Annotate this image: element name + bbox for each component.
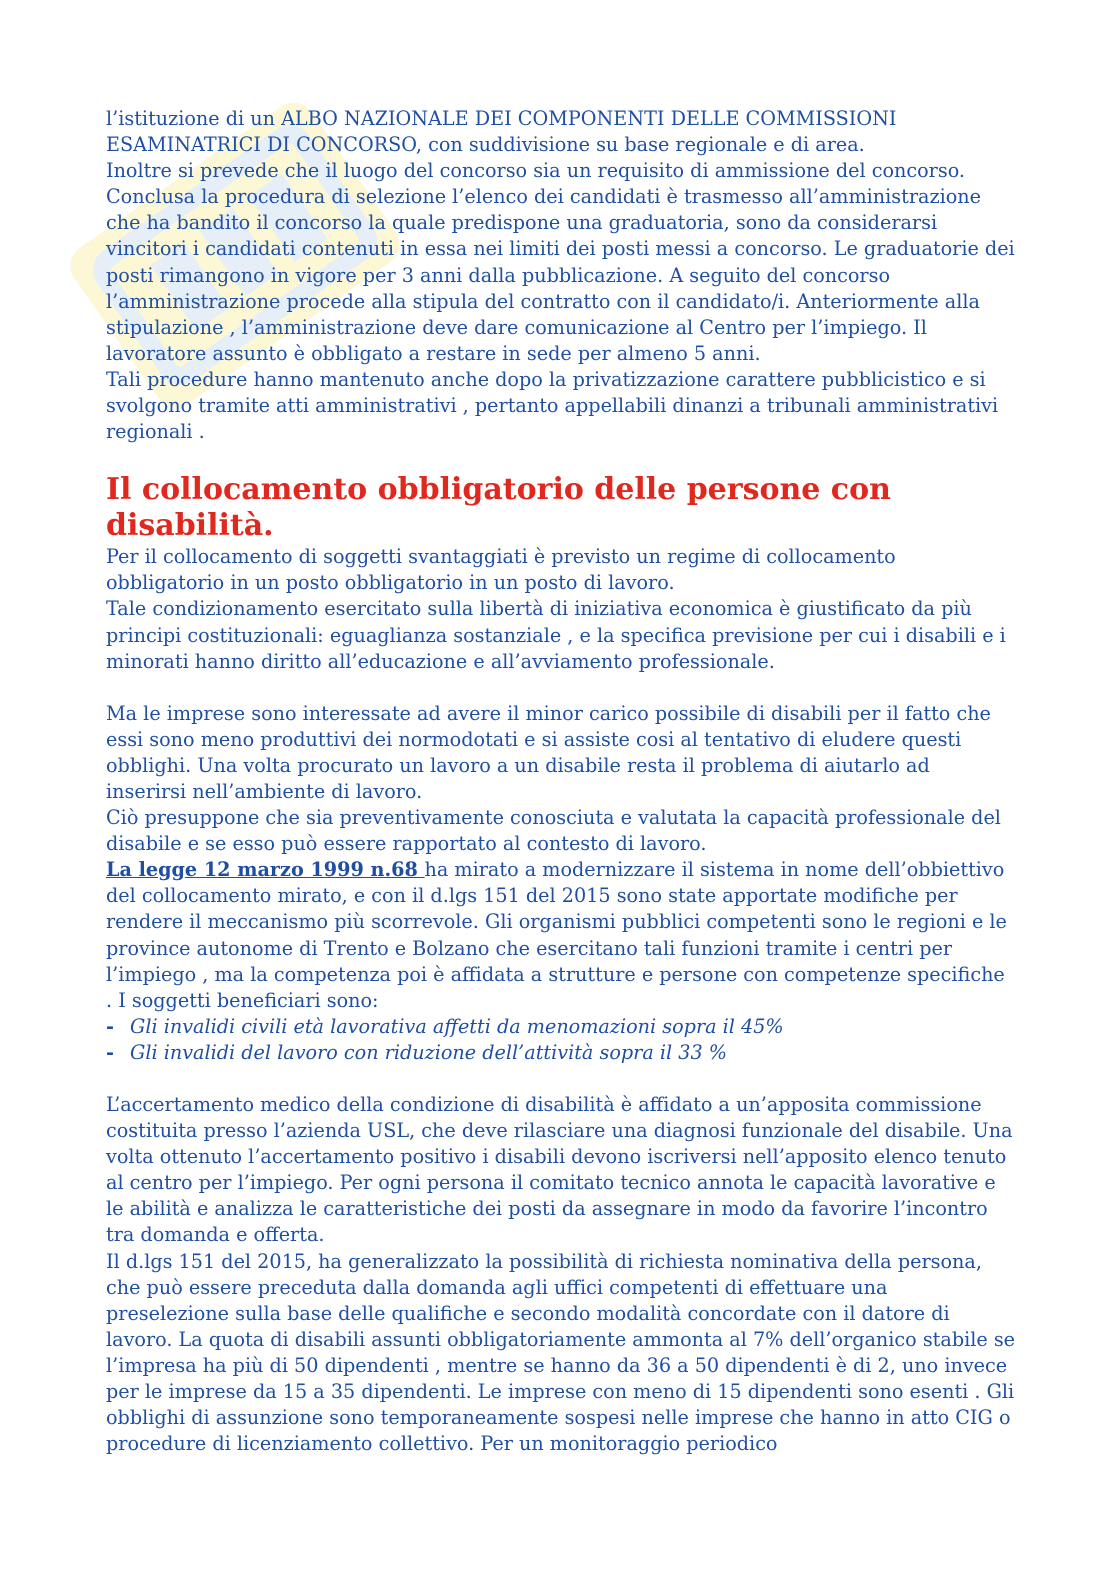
bullet-text: Gli invalidi civili età lavorativa affetti da menomazioni sopra il 45% — [130, 1014, 784, 1038]
paragraph-spacer — [106, 1066, 1016, 1092]
bullet-dash: - — [106, 1014, 114, 1038]
list-item — [106, 1040, 1016, 1066]
paragraph-capacita: Ciò presuppone che sia preventivamente conosciuta e valutata la capacità professionale del disabile e se esso può essere rapportato al contesto di lavoro. — [106, 806, 1001, 856]
paragraph-legge — [106, 857, 1016, 1014]
bullet-text: Gli invalidi del lavoro con riduzione dell’attività sopra il 33 % — [130, 1040, 727, 1064]
list-item — [106, 1014, 1016, 1040]
paragraph-albo-line1: l’istituzione di un ALBO NAZIONALE DEI COMPONENTI DELLE COMMISSIONI — [106, 107, 897, 130]
section-heading: Il collocamento obbligatorio delle persone con disabilità. — [106, 472, 891, 544]
paragraph-legge-text: ha mirato a modernizzare il sistema in nome dell’obbiettivo del collocamento mirato, e con il d.lgs 151 del 2015 sono state apportate modifiche per rendere il meccanismo più scorrevole. Gli organismi pubblici competenti sono le regioni e le province autonome di Trento e Bolzano che esercitano tali funzioni tramite i centri per l’impiego , ma la competenza poi è affidata a strutture e persone con competenze specifiche . I soggetti beneficiari sono: — [106, 858, 1007, 1012]
paragraph-imprese: Ma le imprese sono interessate ad avere il minor carico possibile di disabili per il fatto che essi sono meno produttivi dei normodotati e si assiste cosi al tentativo di eludere questi obblighi. Una volta procurato un lavoro a un disabile resta il problema di aiutarlo ad inserirsi nell’ambiente di lavoro. — [106, 701, 991, 803]
paragraph-procedure: Tali procedure hanno mantenuto anche dopo la privatizzazione carattere pubblicistico e si svolgono tramite atti amministrativi , pertanto appellabili dinanzi a tribunali amministrativi regionali . — [106, 367, 999, 444]
document-body — [106, 106, 1016, 1457]
paragraph-dlgs: Il d.lgs 151 del 2015, ha generalizzato la possibilità di richiesta nominativa della persona, che può essere preceduta dalla domanda agli uffici competenti di effettuare una preselezione sulla base delle qualifiche e secondo modalità concordate con il datore di lavoro. La quota di disabili assunti obbligatoriamente ammonta al 7% dell’organico stabile se l’impresa ha più di 50 dipendenti , mentre se hanno da 36 a 50 dipendenti è di 2, uno invece per le imprese da 15 a 35 dipendenti. Le imprese con meno di 15 dipendenti sono esenti . Gli obblighi di assunzione sono temporaneamente sospesi nelle imprese che hanno in atto CIG o procedure di licenziamento collettivo. Per un monitoraggio periodico — [106, 1249, 1016, 1456]
paragraph-accertamento: L’accertamento medico della condizione di disabilità è affidato a un’apposita commissione costituita presso l’azienda USL, che deve rilasciare una diagnosi funzionale del disabile. Una volta ottenuto l’accertamento positivo i disabili devono iscriversi nell’apposito elenco tenuto al centro per l’impiego. Per ogni persona il comitato tecnico annota le capacità lavorative e le abilità e analizza le caratteristiche dei posti da assegnare in modo da favorire l’incontro tra domanda e offerta. — [106, 1093, 1013, 1247]
paragraph-condizionamento: Tale condizionamento esercitato sulla libertà di iniziativa economica è giustificato da più principi costituzionali: eguaglianza sostanziale , e la specifica previsione per cui i disabili e i minorati hanno diritto all’educazione e all’avviamento professionale. — [106, 597, 1006, 673]
bullet-dash: - — [106, 1040, 114, 1064]
paragraph-albo-line2: ESAMINATRICI DI CONCORSO, con suddivisione su base regionale e di area. — [106, 133, 865, 157]
paragraph-spacer — [106, 675, 1016, 701]
paragraph-graduatoria: Conclusa la procedura di selezione l’elenco dei candidati è trasmesso all’amministrazione che ha bandito il concorso la quale predispone una graduatoria, sono da considerarsi vincitori i candidati contenuti in essa nei limiti dei posti messi a concorso. Le graduatorie dei posti rimangono in vigore per 3 anni dalla pubblicazione. A seguito del concorso l’amministrazione procede alla stipula del contratto con il candidato/i. Anteriormente alla stipulazione , l’amministrazione deve dare comunicazione al Centro per l’impiego. Il lavoratore assunto è obbligato a restare in sede per almeno 5 anni. — [106, 185, 1015, 365]
paragraph-luogo-concorso: Inoltre si prevede che il luogo del concorso sia un requisito di ammissione del concorso. — [106, 159, 966, 183]
law-link[interactable]: La legge 12 marzo 1999 n.68 — [106, 858, 425, 882]
paragraph-collocamento: Per il collocamento di soggetti svantaggiati è previsto un regime di collocamento obbligatorio in un posto obbligatorio in un posto di lavoro. — [106, 545, 896, 595]
